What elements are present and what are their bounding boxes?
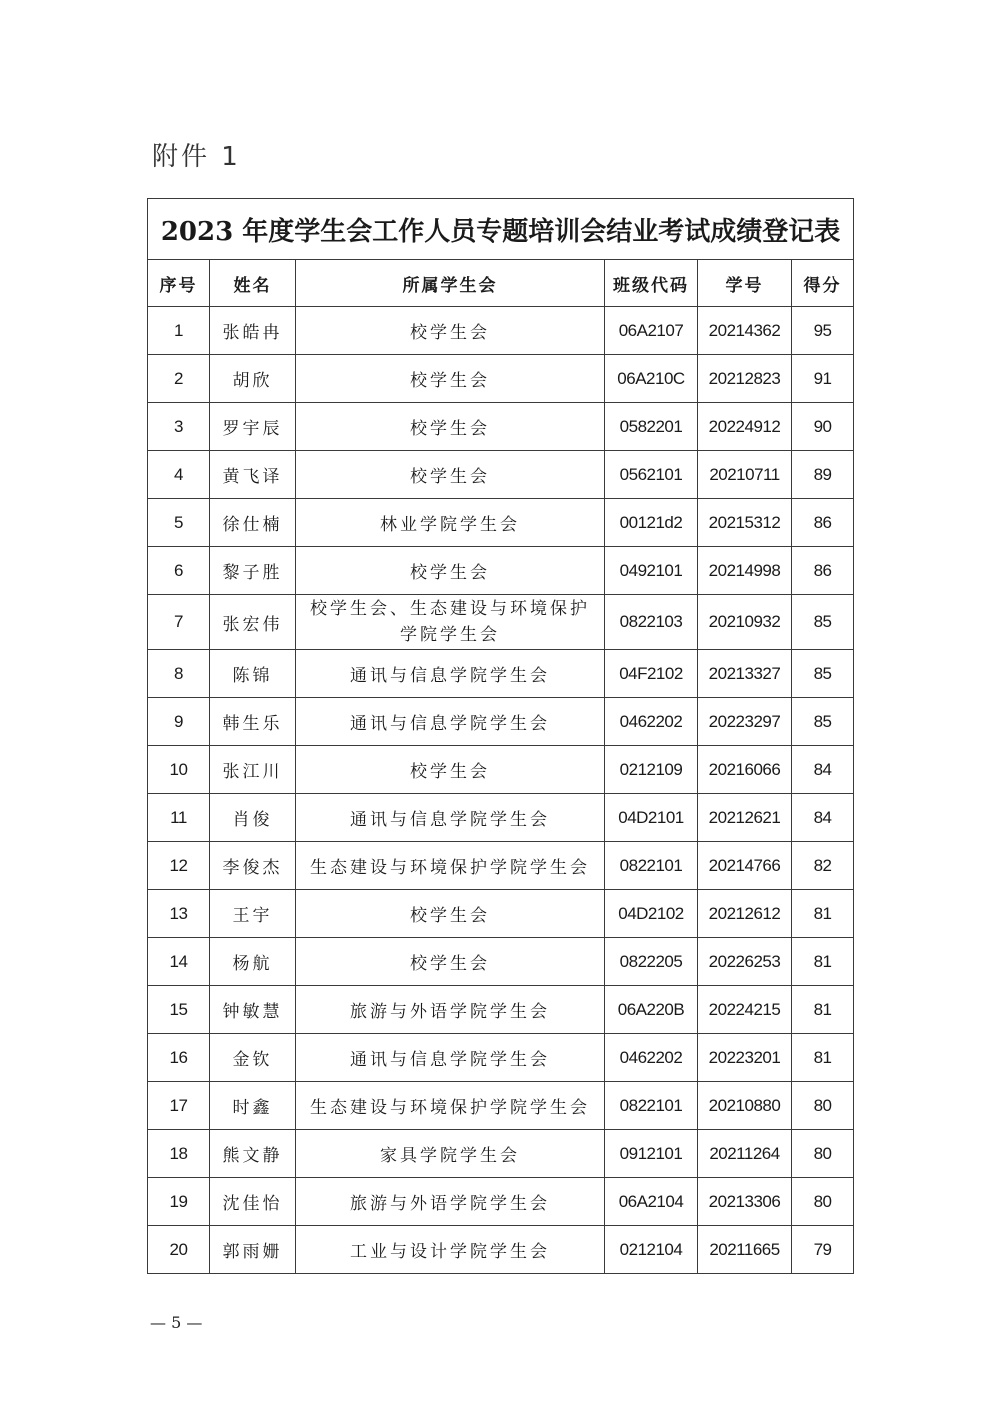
cell-student-id: 20210880 xyxy=(698,1082,792,1130)
cell-class-code: 0212104 xyxy=(605,1226,698,1274)
table-row xyxy=(148,547,854,595)
table-row xyxy=(148,1082,854,1130)
cell-student-id: 20224215 xyxy=(698,986,792,1034)
table-row xyxy=(148,1226,854,1274)
cell-union: 校学生会、生态建设与环境保护学院学生会 xyxy=(296,595,605,650)
table-row xyxy=(148,938,854,986)
cell-no: 20 xyxy=(148,1226,210,1274)
cell-name: 杨航 xyxy=(210,938,296,986)
cell-no: 6 xyxy=(148,547,210,595)
table-row xyxy=(148,986,854,1034)
cell-no: 17 xyxy=(148,1082,210,1130)
table-row xyxy=(148,595,854,650)
cell-no: 16 xyxy=(148,1034,210,1082)
cell-student-id: 20214766 xyxy=(698,842,792,890)
cell-student-id: 20215312 xyxy=(698,499,792,547)
table-row xyxy=(148,890,854,938)
cell-class-code: 0822101 xyxy=(605,1082,698,1130)
cell-name: 张江川 xyxy=(210,746,296,794)
cell-no: 3 xyxy=(148,403,210,451)
cell-class-code: 0822101 xyxy=(605,842,698,890)
cell-name: 张宏伟 xyxy=(210,595,296,650)
cell-score: 90 xyxy=(792,403,854,451)
cell-score: 81 xyxy=(792,938,854,986)
cell-name: 陈锦 xyxy=(210,650,296,698)
cell-score: 95 xyxy=(792,307,854,355)
table-row xyxy=(148,698,854,746)
cell-union: 校学生会 xyxy=(296,355,605,403)
cell-student-id: 20223297 xyxy=(698,698,792,746)
cell-class-code: 0822205 xyxy=(605,938,698,986)
cell-class-code: 0492101 xyxy=(605,547,698,595)
cell-class-code: 04D2102 xyxy=(605,890,698,938)
table-row xyxy=(148,1130,854,1178)
cell-no: 18 xyxy=(148,1130,210,1178)
cell-score: 89 xyxy=(792,451,854,499)
table-row xyxy=(148,794,854,842)
cell-class-code: 04D2101 xyxy=(605,794,698,842)
table-row xyxy=(148,1034,854,1082)
cell-no: 10 xyxy=(148,746,210,794)
cell-union: 工业与设计学院学生会 xyxy=(296,1226,605,1274)
cell-score: 81 xyxy=(792,890,854,938)
cell-name: 张皓冉 xyxy=(210,307,296,355)
cell-class-code: 0912101 xyxy=(605,1130,698,1178)
cell-score: 85 xyxy=(792,698,854,746)
cell-no: 8 xyxy=(148,650,210,698)
cell-no: 7 xyxy=(148,595,210,650)
cell-score: 91 xyxy=(792,355,854,403)
cell-class-code: 0582201 xyxy=(605,403,698,451)
cell-student-id: 20212612 xyxy=(698,890,792,938)
header-student-id: 学号 xyxy=(698,260,792,307)
table-row xyxy=(148,842,854,890)
cell-name: 时鑫 xyxy=(210,1082,296,1130)
cell-student-id: 20211665 xyxy=(698,1226,792,1274)
cell-score: 84 xyxy=(792,746,854,794)
cell-class-code: 0462202 xyxy=(605,698,698,746)
cell-name: 李俊杰 xyxy=(210,842,296,890)
cell-score: 86 xyxy=(792,499,854,547)
cell-student-id: 20214998 xyxy=(698,547,792,595)
cell-student-id: 20216066 xyxy=(698,746,792,794)
cell-union: 校学生会 xyxy=(296,451,605,499)
cell-class-code: 06A2107 xyxy=(605,307,698,355)
cell-class-code: 04F2102 xyxy=(605,650,698,698)
cell-score: 80 xyxy=(792,1082,854,1130)
cell-union: 通讯与信息学院学生会 xyxy=(296,794,605,842)
cell-union: 家具学院学生会 xyxy=(296,1130,605,1178)
cell-student-id: 20226253 xyxy=(698,938,792,986)
table-title: 2023 年度学生会工作人员专题培训会结业考试成绩登记表 xyxy=(148,199,854,260)
cell-name: 金钦 xyxy=(210,1034,296,1082)
cell-no: 2 xyxy=(148,355,210,403)
cell-union: 校学生会 xyxy=(296,938,605,986)
cell-name: 黄飞译 xyxy=(210,451,296,499)
cell-student-id: 20214362 xyxy=(698,307,792,355)
header-row xyxy=(148,260,854,307)
cell-name: 徐仕楠 xyxy=(210,499,296,547)
cell-union: 校学生会 xyxy=(296,403,605,451)
cell-name: 肖俊 xyxy=(210,794,296,842)
cell-no: 15 xyxy=(148,986,210,1034)
cell-student-id: 20212823 xyxy=(698,355,792,403)
header-class-code: 班级代码 xyxy=(605,260,698,307)
header-score: 得分 xyxy=(792,260,854,307)
cell-union: 生态建设与环境保护学院学生会 xyxy=(296,842,605,890)
table-row xyxy=(148,746,854,794)
cell-name: 王宇 xyxy=(210,890,296,938)
cell-score: 85 xyxy=(792,595,854,650)
cell-union: 林业学院学生会 xyxy=(296,499,605,547)
page-number: — 5 — xyxy=(150,1313,203,1332)
table-row xyxy=(148,650,854,698)
cell-class-code: 00121d2 xyxy=(605,499,698,547)
header-no: 序号 xyxy=(148,260,210,307)
cell-score: 86 xyxy=(792,547,854,595)
cell-score: 80 xyxy=(792,1130,854,1178)
cell-name: 熊文静 xyxy=(210,1130,296,1178)
table-row xyxy=(148,355,854,403)
cell-class-code: 06A220B xyxy=(605,986,698,1034)
cell-score: 85 xyxy=(792,650,854,698)
cell-student-id: 20211264 xyxy=(698,1130,792,1178)
score-table xyxy=(147,198,854,1274)
cell-union: 旅游与外语学院学生会 xyxy=(296,986,605,1034)
cell-union: 通讯与信息学院学生会 xyxy=(296,650,605,698)
cell-score: 84 xyxy=(792,794,854,842)
cell-name: 胡欣 xyxy=(210,355,296,403)
cell-union: 通讯与信息学院学生会 xyxy=(296,698,605,746)
header-name: 姓名 xyxy=(210,260,296,307)
table-row xyxy=(148,307,854,355)
cell-student-id: 20213327 xyxy=(698,650,792,698)
cell-no: 11 xyxy=(148,794,210,842)
cell-score: 80 xyxy=(792,1178,854,1226)
cell-no: 14 xyxy=(148,938,210,986)
attachment-label: 附件 1 xyxy=(152,142,241,172)
table-row xyxy=(148,403,854,451)
cell-class-code: 06A2104 xyxy=(605,1178,698,1226)
cell-student-id: 20210932 xyxy=(698,595,792,650)
cell-name: 沈佳怡 xyxy=(210,1178,296,1226)
header-union: 所属学生会 xyxy=(296,260,605,307)
cell-score: 81 xyxy=(792,986,854,1034)
cell-student-id: 20210711 xyxy=(698,451,792,499)
table-body xyxy=(148,307,854,1274)
cell-union: 校学生会 xyxy=(296,746,605,794)
cell-name: 钟敏慧 xyxy=(210,986,296,1034)
cell-no: 4 xyxy=(148,451,210,499)
cell-name: 黎子胜 xyxy=(210,547,296,595)
cell-union: 校学生会 xyxy=(296,547,605,595)
table-row xyxy=(148,451,854,499)
table-row xyxy=(148,1178,854,1226)
cell-no: 5 xyxy=(148,499,210,547)
cell-no: 9 xyxy=(148,698,210,746)
cell-student-id: 20223201 xyxy=(698,1034,792,1082)
cell-no: 1 xyxy=(148,307,210,355)
cell-student-id: 20213306 xyxy=(698,1178,792,1226)
score-table-container xyxy=(147,198,853,1274)
cell-class-code: 0462202 xyxy=(605,1034,698,1082)
cell-no: 13 xyxy=(148,890,210,938)
cell-name: 郭雨姗 xyxy=(210,1226,296,1274)
cell-union: 旅游与外语学院学生会 xyxy=(296,1178,605,1226)
cell-union: 校学生会 xyxy=(296,307,605,355)
cell-student-id: 20212621 xyxy=(698,794,792,842)
cell-union: 通讯与信息学院学生会 xyxy=(296,1034,605,1082)
cell-student-id: 20224912 xyxy=(698,403,792,451)
cell-class-code: 0562101 xyxy=(605,451,698,499)
cell-no: 12 xyxy=(148,842,210,890)
cell-no: 19 xyxy=(148,1178,210,1226)
cell-union: 校学生会 xyxy=(296,890,605,938)
cell-score: 81 xyxy=(792,1034,854,1082)
cell-union: 生态建设与环境保护学院学生会 xyxy=(296,1082,605,1130)
cell-class-code: 0822103 xyxy=(605,595,698,650)
cell-class-code: 06A210C xyxy=(605,355,698,403)
cell-name: 罗宇辰 xyxy=(210,403,296,451)
cell-score: 82 xyxy=(792,842,854,890)
cell-class-code: 0212109 xyxy=(605,746,698,794)
cell-name: 韩生乐 xyxy=(210,698,296,746)
cell-score: 79 xyxy=(792,1226,854,1274)
table-row xyxy=(148,499,854,547)
